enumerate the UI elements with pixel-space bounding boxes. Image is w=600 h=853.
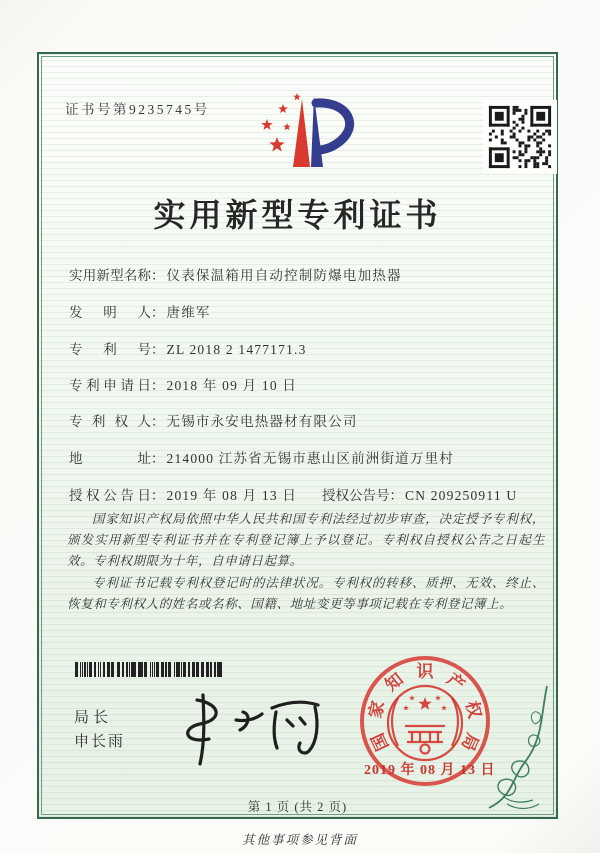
corner-flourish-ornament bbox=[483, 684, 553, 814]
field-value: 仪表保温箱用自动控制防爆电加热器 bbox=[166, 268, 402, 283]
field-value: 2019 年 08 月 13 日 bbox=[166, 488, 298, 503]
field-row-inventor bbox=[69, 301, 539, 321]
seal-org-char: 家 bbox=[365, 699, 389, 721]
back-note: 其他事项参见背面 bbox=[241, 833, 358, 847]
field-value: 无锡市永安电热器材有限公司 bbox=[166, 414, 358, 429]
barcode-icon bbox=[75, 662, 229, 677]
field-value: 214000 江苏省无锡市惠山区前洲街道万里村 bbox=[166, 451, 454, 466]
field-colon: ： bbox=[151, 414, 165, 429]
field-row-filing-date bbox=[69, 374, 539, 394]
logo-red-wedge bbox=[293, 99, 310, 167]
field-label: 授权公告日 bbox=[69, 488, 151, 503]
field-row-grant bbox=[69, 484, 539, 504]
seal-org-char: 知 bbox=[381, 669, 407, 695]
field-colon: ： bbox=[151, 305, 165, 320]
field-value: CN 209250911 U bbox=[405, 488, 518, 503]
director-title-label: 局长 bbox=[74, 710, 113, 726]
field-label: 发明人 bbox=[69, 305, 151, 320]
legal-paragraph: 专利证书记载专利权登记时的法律状况。专利权的转移、质押、无效、终止、恢复和专利权人的姓名或名称、国籍、地址变更等事项记载在专利登记簿上。 bbox=[67, 576, 545, 611]
field-value: 2018 年 09 月 10 日 bbox=[166, 378, 298, 393]
seal-org-char: 识 bbox=[416, 662, 434, 681]
field-value: ZL 2018 2 1477171.3 bbox=[166, 342, 307, 357]
field-label: 专利号 bbox=[69, 342, 151, 357]
field-label: 实用新型名称 bbox=[69, 268, 151, 283]
field-colon: ： bbox=[151, 342, 165, 357]
director-signature-handwriting bbox=[169, 688, 329, 770]
legal-text-block bbox=[67, 509, 545, 616]
seal-date: 2019 年 08 月 13 日 bbox=[364, 763, 496, 778]
seal-org-char: 产 bbox=[443, 669, 469, 695]
field-label: 地址 bbox=[69, 451, 151, 466]
qr-code-icon bbox=[483, 100, 557, 174]
field-row-patent-no bbox=[69, 338, 539, 358]
field-label: 专利权人 bbox=[69, 414, 151, 429]
field-pair-grant-number bbox=[322, 484, 517, 504]
field-colon: ： bbox=[389, 488, 403, 503]
field-label: 专利申请日 bbox=[69, 378, 151, 393]
field-colon: ： bbox=[151, 268, 165, 283]
page-number-info: 第 1 页 (共 2 页) bbox=[247, 800, 348, 814]
field-row-name bbox=[69, 264, 539, 284]
field-colon: ： bbox=[151, 378, 165, 393]
field-colon: ： bbox=[151, 451, 165, 466]
logo-p-bowl bbox=[316, 103, 350, 150]
certificate-number: 证书号第9235745号 bbox=[65, 102, 210, 117]
field-value: 唐维军 bbox=[166, 305, 211, 320]
field-colon: ： bbox=[151, 488, 165, 503]
field-row-patentee bbox=[69, 410, 539, 430]
seal-org-char: 局 bbox=[457, 730, 483, 754]
seal-org-char: 权 bbox=[461, 699, 485, 721]
cnipa-logo-icon bbox=[247, 87, 367, 182]
director-name-label: 申长雨 bbox=[74, 734, 126, 750]
legal-paragraph: 国家知识产权局依照中华人民共和国专利法经过初步审查，决定授予专利权，颁发实用新型专利证书并在专利登记簿上予以登记。专利权自授权公告之日起生效。专利权期限为十年，自申请日起算。 bbox=[67, 512, 545, 568]
certificate-title: 实用新型专利证书 bbox=[153, 197, 442, 233]
field-label: 授权公告号 bbox=[322, 488, 390, 503]
field-row-address bbox=[69, 447, 539, 467]
certificate-border-frame bbox=[37, 52, 558, 819]
seal-org-char: 国 bbox=[367, 730, 393, 754]
